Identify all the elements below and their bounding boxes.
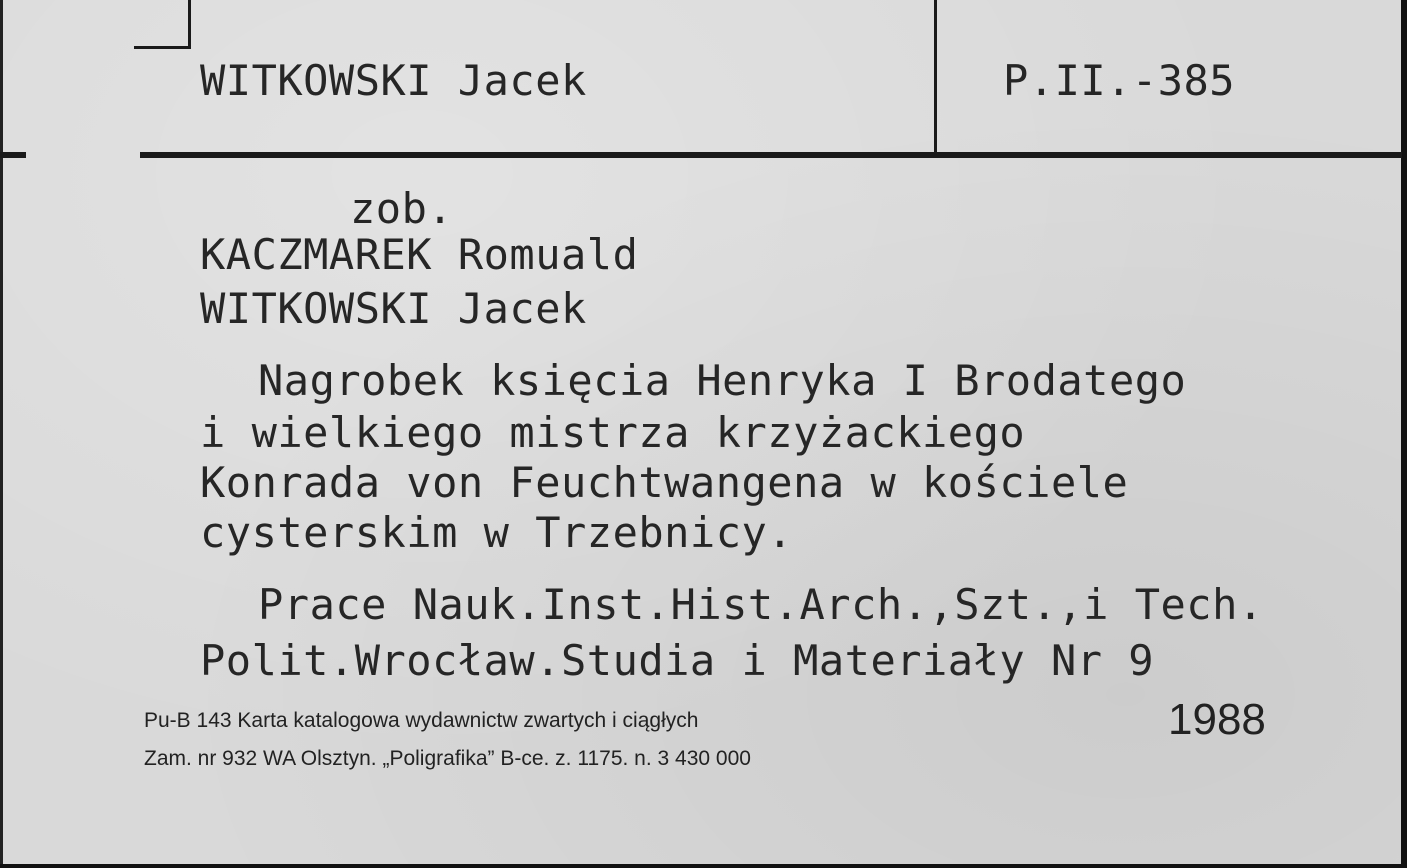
header-rule [140, 152, 1402, 158]
series-line-2: Polit.Wrocław.Studia i Materiały Nr 9 [200, 636, 1155, 685]
see-label: zob. [350, 184, 454, 233]
title-line-3: Konrada von Feuchtwangena w kościele [200, 458, 1129, 507]
title-line-2: i wielkiego mistrza krzyżackiego [200, 408, 1026, 457]
card-left-edge [0, 0, 3, 868]
header-rule-stub [0, 152, 26, 158]
form-line-2: Zam. nr 932 WA Olsztyn. „Poligrafika” B-ce. z. 1175. n. 3 430 000 [144, 747, 751, 770]
header-author: WITKOWSKI Jacek [200, 56, 587, 105]
title-line-4: cysterskim w Trzebnicy. [200, 508, 794, 557]
card-right-edge [1401, 0, 1407, 868]
see-name-1: KACZMAREK Romuald [200, 230, 639, 279]
title-line-1: Nagrobek księcia Henryka I Brodatego [258, 356, 1187, 405]
call-number: P.II.-385 [1003, 56, 1236, 105]
card-bottom-edge [0, 864, 1407, 868]
header-divider [934, 0, 937, 152]
form-line-1: Pu-B 143 Karta katalogowa wydawnictw zwartych i ciągłych [144, 709, 699, 732]
see-name-2: WITKOWSKI Jacek [200, 284, 587, 333]
corner-mark-horizontal [134, 46, 191, 49]
series-line-1: Prace Nauk.Inst.Hist.Arch.,Szt.,i Tech. [258, 580, 1264, 629]
corner-mark-vertical [188, 0, 191, 48]
publication-year: 1988 [1168, 695, 1266, 744]
